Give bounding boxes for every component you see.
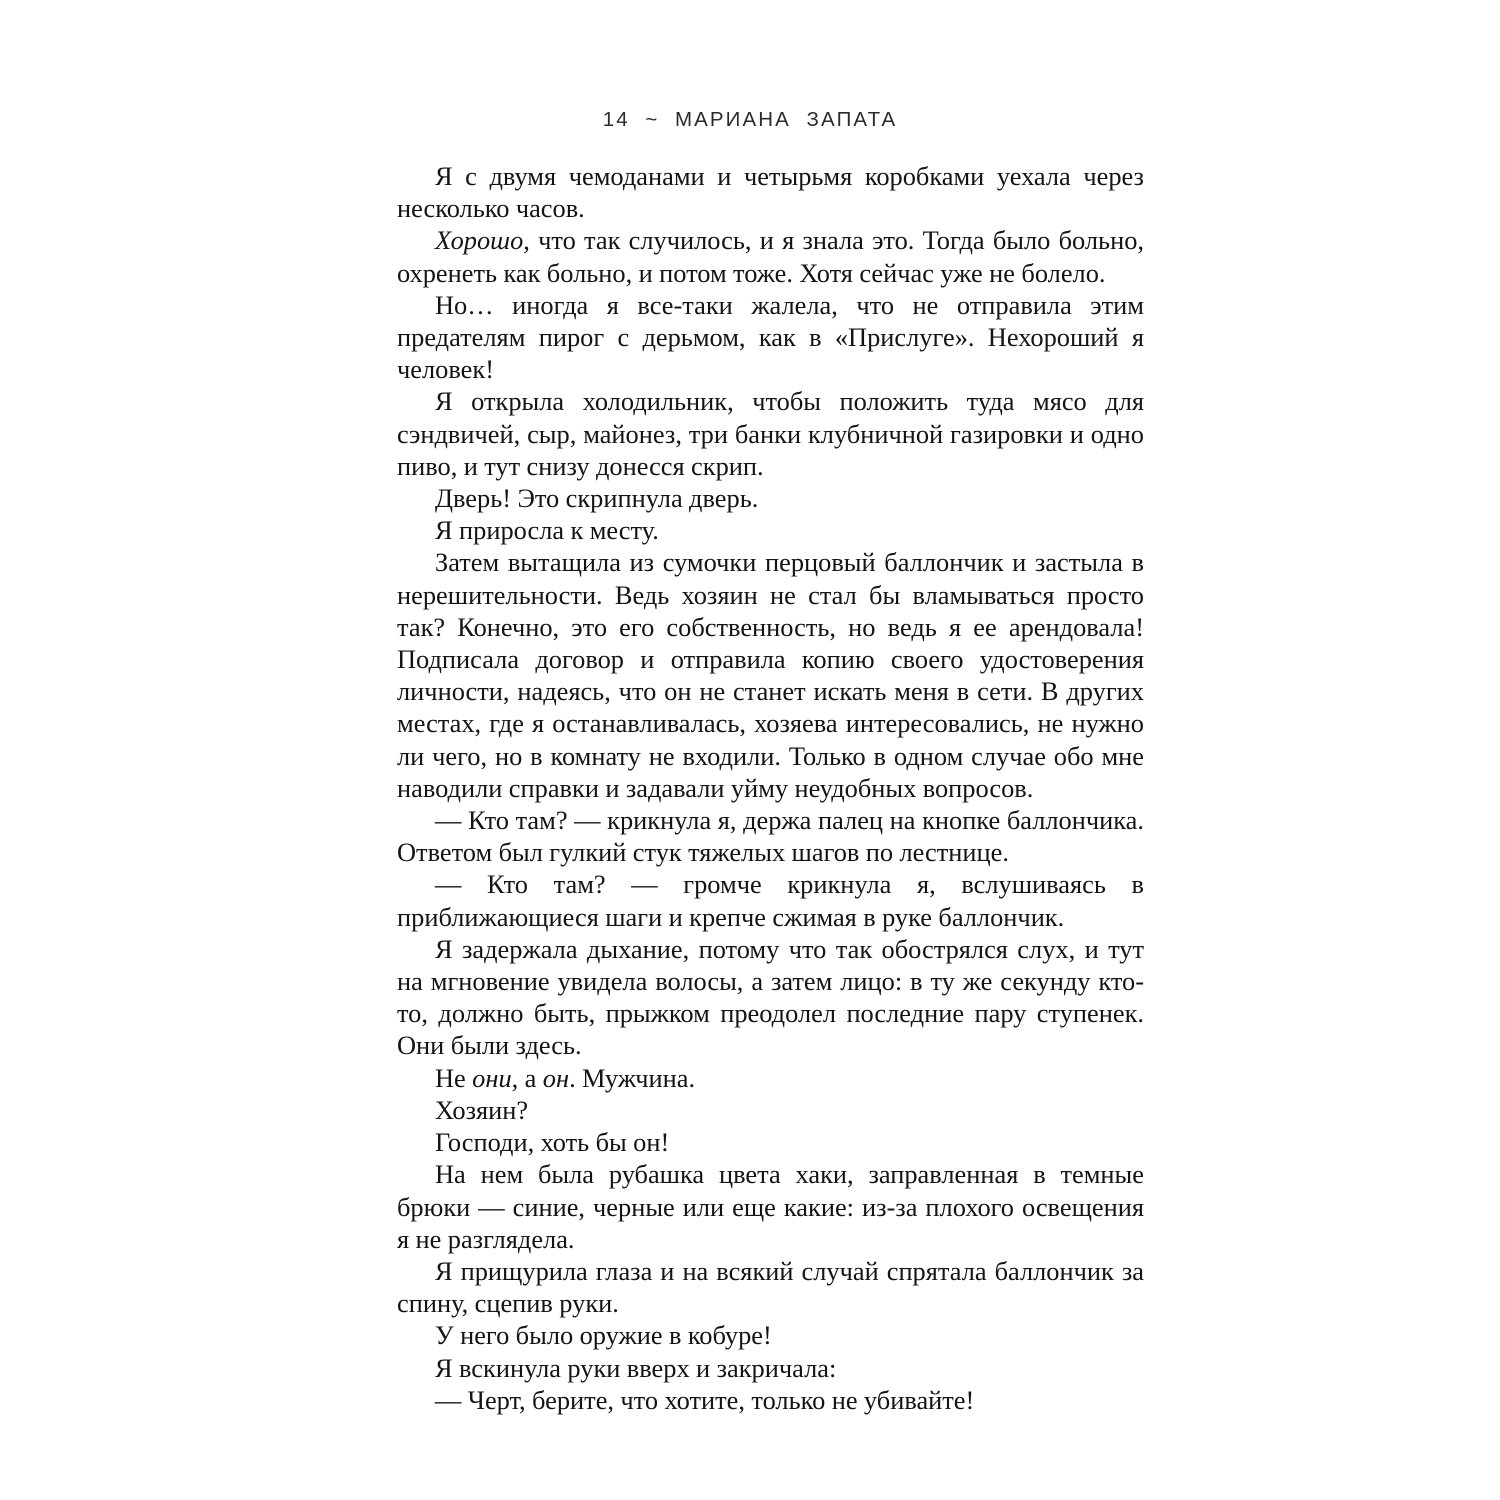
paragraph-text: Затем вытащила из сумочки перцовый баллончик и застыла в нерешительности. Ведь хозяин не стал бы вламываться просто так? Конечно, это его собственность, но ведь я ее арендовала! Подписала договор и отправила копию своего удостоверения личности, надеясь, что он не станет искать меня в сети. В других местах, где я останавливалась, хозяева интересовались, не нужно ли чего, но в комнату не входили. Только в одном случае обо мне наводили справки и задавали уйму неудобных вопросов. [397,547,1144,803]
paragraph-text: , а [511,1062,543,1093]
paragraph-text: Я прищурила глаза и на всякий случай спрятала баллончик за спину, сцепив руки. [397,1255,1144,1319]
paragraph-text: Господи, хоть бы он! [435,1127,670,1158]
paragraph-text: Я задержала дыхание, потому что так обострялся слух, и тут на мгновение увидела волосы, а затем лицо: в ту же секунду кто-то, должно быть, прыжком преодолел последние пару ступенек. Они были здесь. [397,933,1144,1061]
paragraph-text: . Мужчина. [569,1062,696,1093]
paragraph-text: Я с двумя чемоданами и четырьмя коробками уехала через несколько часов. [397,161,1144,224]
paragraph-text: У него было оружие в кобуре! [435,1320,772,1351]
paragraph-text: — Кто там? — крикнула я, держа палец на кнопке баллончика. Ответом был гулкий стук тяжелых шагов по лестнице. [397,805,1144,868]
running-head: 14 ~ МАРИАНА ЗАПАТА [602,108,898,131]
paragraph-text: На нем была рубашка цвета хаки, заправленная в темные брюки — синие, черные или еще какие: из-за плохого освещения я не разглядела. [397,1159,1144,1254]
body-paragraph [397,514,1144,546]
paragraph-text: Дверь! Это скрипнула дверь. [435,483,759,514]
paragraph-text: Я приросла к месту. [435,515,659,546]
emphasis-text: они [472,1062,512,1093]
paragraph-text: , что так случилось, и я знала это. Тогда было больно, охренеть как больно, и потом тоже. Хотя сейчас уже не болело. [397,225,1144,288]
body-paragraph [397,1384,1144,1416]
body-paragraph [397,933,1144,1062]
body-paragraph [397,804,1144,868]
body-paragraph [397,868,1144,932]
body-paragraph [397,160,1144,224]
paragraph-text: — Черт, берите, что хотите, только не убивайте! [435,1384,975,1415]
body-paragraph [397,546,1144,804]
body-text-block [397,160,1144,1416]
body-paragraph [397,1352,1144,1384]
body-paragraph [397,289,1144,386]
body-paragraph [397,1158,1144,1255]
paragraph-text: Но… иногда я все-таки жалела, что не отправила этим предателям пирог с дерьмом, как в «Прислуге». Нехороший я человек! [397,289,1144,385]
paragraph-text: — Кто там? — громче крикнула я, вслушиваясь в приближающиеся шаги и крепче сжимая в руке баллончик. [397,869,1144,932]
emphasis-text: он [542,1062,570,1093]
body-paragraph [397,385,1144,482]
body-paragraph [397,1319,1144,1351]
body-paragraph [397,482,1144,514]
paragraph-text: Хозяин? [435,1094,529,1125]
body-paragraph [397,1255,1144,1319]
paragraph-text: Я вскинула руки вверх и закричала: [435,1352,837,1383]
body-paragraph [397,1126,1144,1158]
body-paragraph [397,224,1144,288]
paragraph-text: Не [435,1062,473,1093]
paragraph-text: Я открыла холодильник, чтобы положить туда мясо для сэндвичей, сыр, майонез, три банки клубничной газировки и одно пиво, и тут снизу донесся скрип. [397,386,1144,481]
emphasis-text: Хорошо [435,225,524,256]
body-paragraph [397,1094,1144,1126]
body-paragraph [397,1062,1144,1094]
